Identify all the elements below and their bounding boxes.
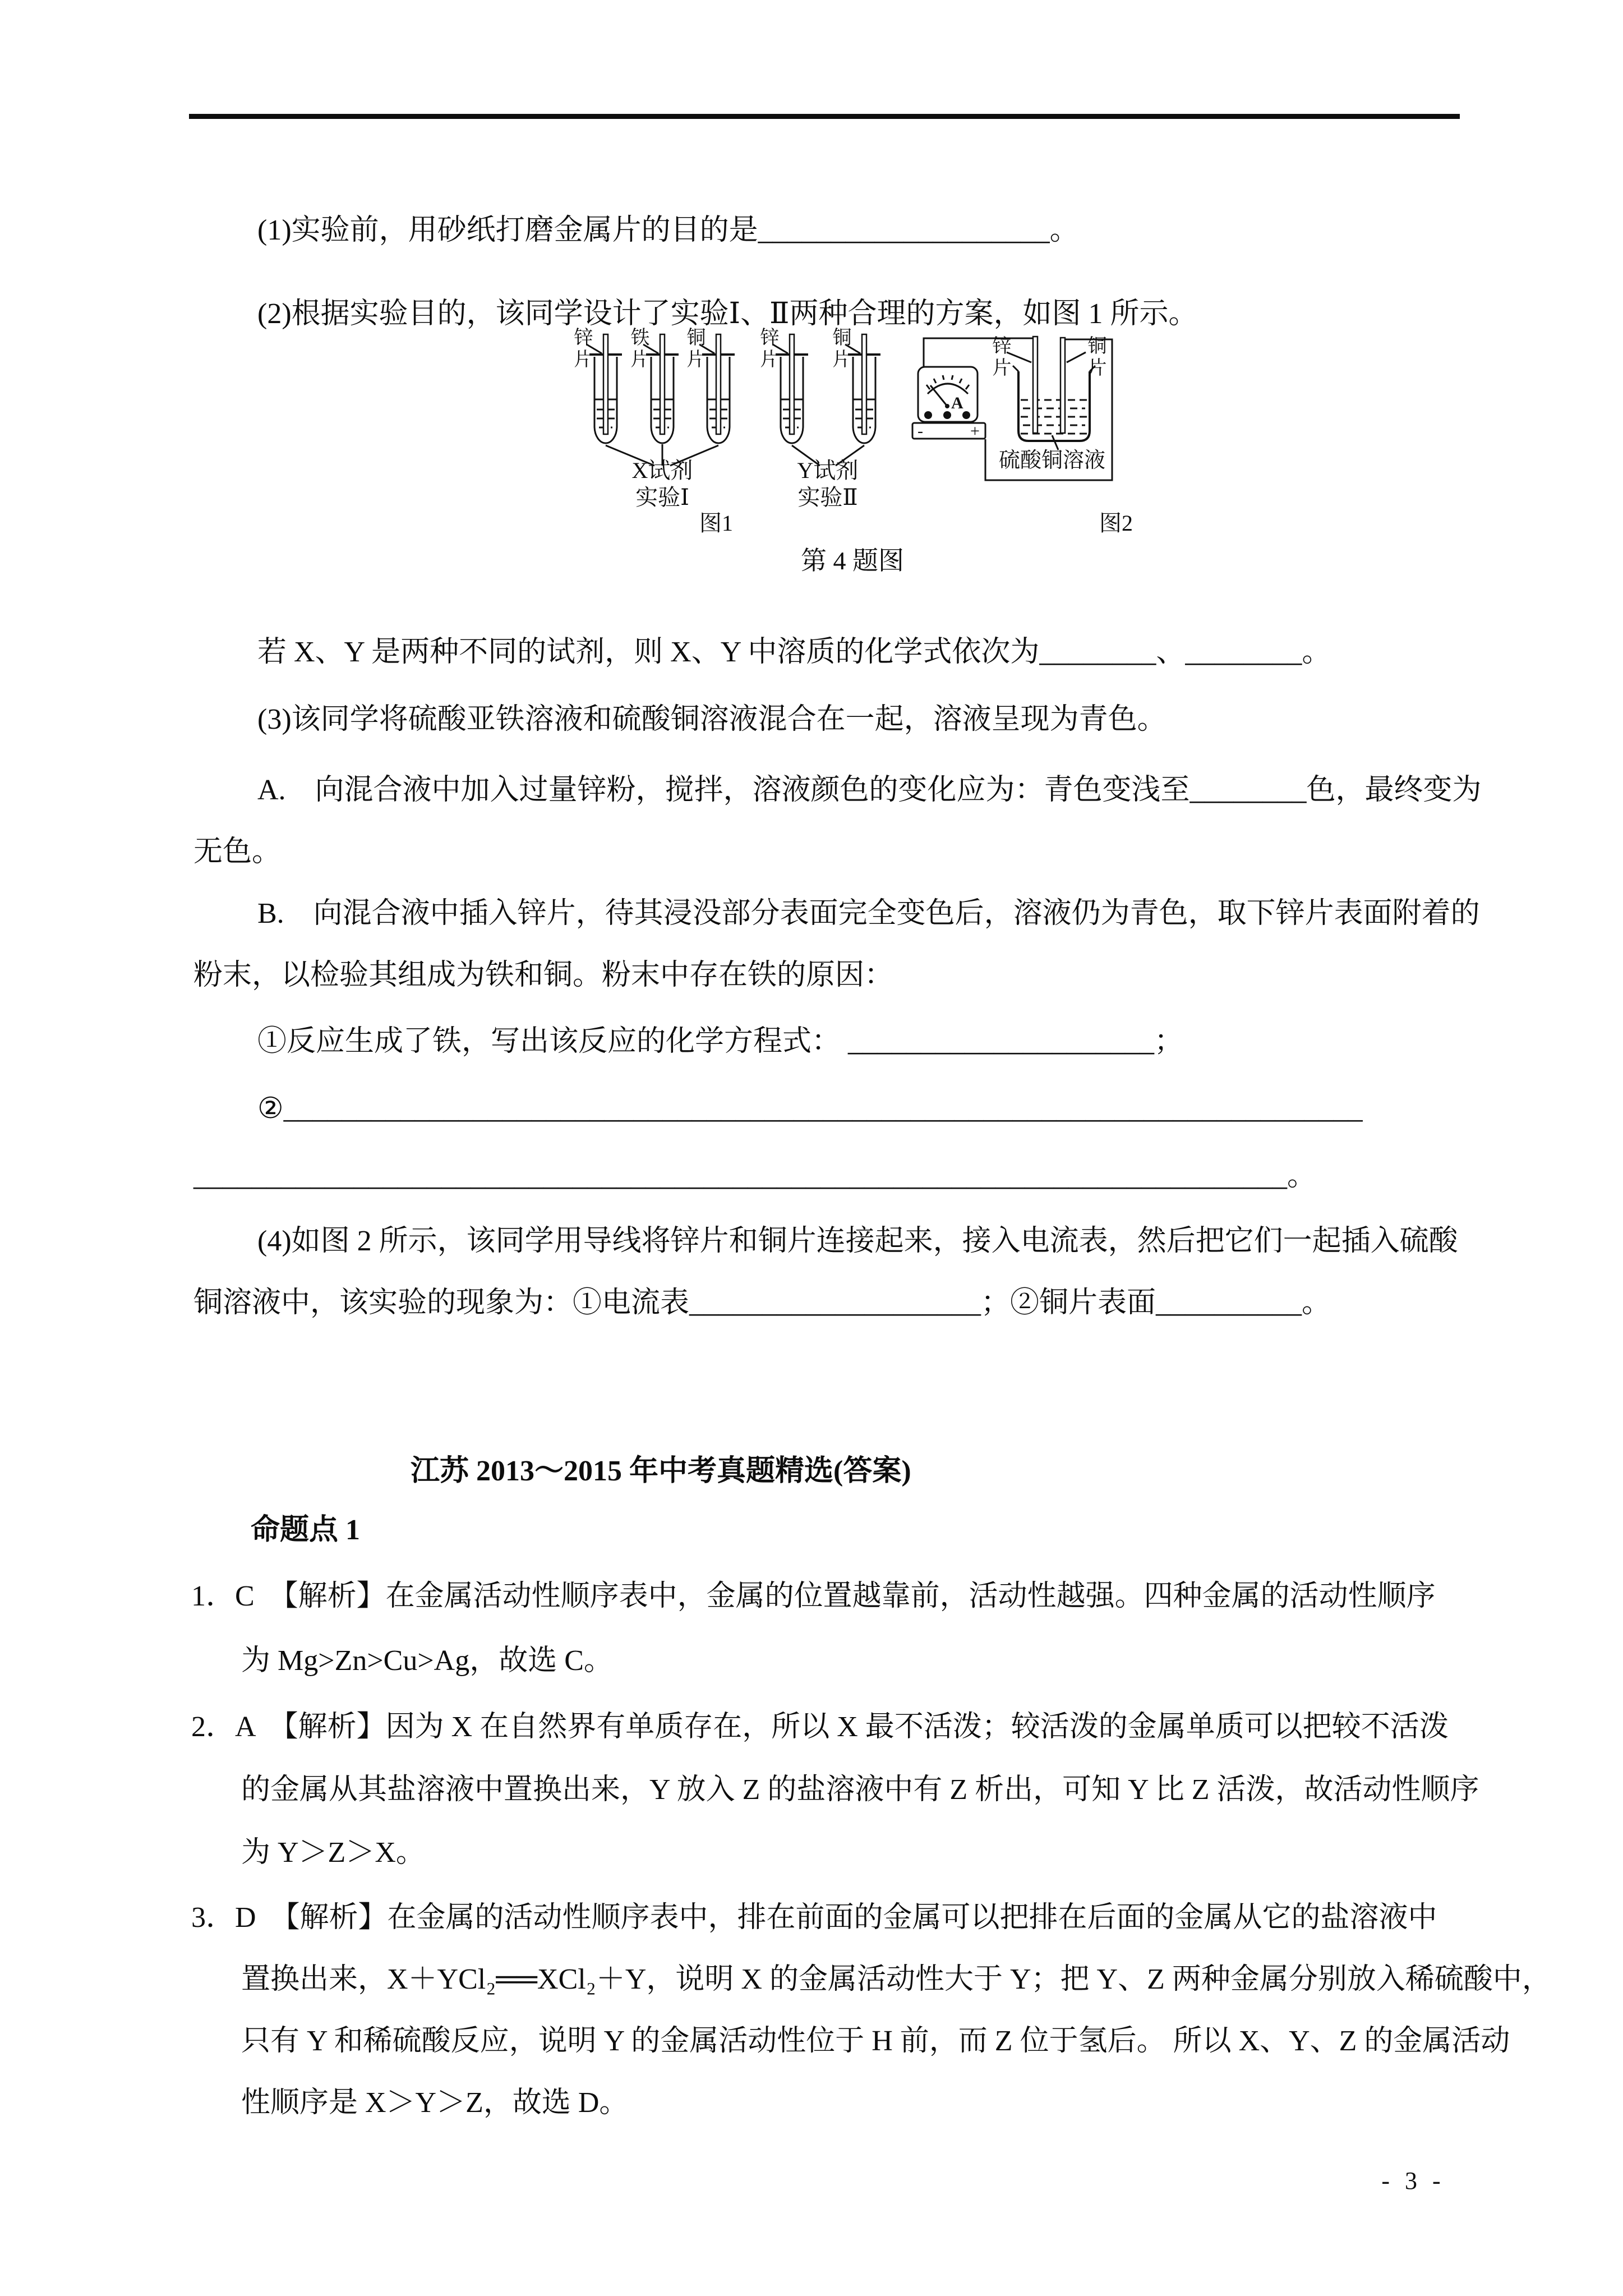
header-rule (189, 114, 1460, 119)
experiment-label-2: 实验Ⅱ (797, 485, 858, 510)
wire (924, 338, 1033, 367)
ammeter-letter: A (951, 394, 963, 412)
reagent-label-x: X试剂 (631, 458, 693, 483)
answer-line: 的金属从其盐溶液中置换出来，Y 放入 Z 的盐溶液中有 Z 析出，可知 Y 比 Z 活泼，故活动性顺序 (241, 1774, 1479, 1806)
metal-strip (790, 334, 794, 434)
answer-section-heading: 江苏 2013～2015 年中考真题精选(答案) (411, 1455, 911, 1487)
copper-strip (1061, 338, 1065, 433)
experiment-label-1: 实验Ⅰ (635, 485, 689, 510)
minus-terminal: - (917, 422, 923, 440)
tube-label: 锌片 (571, 327, 592, 371)
zinc-strip-label: 锌片 (989, 335, 1010, 379)
answer-subheading: 命题点 1 (251, 1514, 361, 1546)
zinc-strip (1033, 337, 1038, 433)
question-line: 无色。 (193, 836, 282, 868)
fig1-caption: 图1 (699, 510, 733, 536)
question-line: (3)该同学将硫酸亚铁溶液和硫酸铜溶液混合在一起，溶液呈现为青色。 (257, 703, 1166, 735)
copper-strip-label: 铜片 (1085, 335, 1105, 379)
answer-line: 3．D 【解析】在金属的活动性顺序表中，排在前面的金属可以把排在后面的金属从它的盐溶液中 (191, 1902, 1437, 1934)
question-line: ___________________________________________________________________________。 (193, 1160, 1316, 1192)
page-number: - 3 - (1381, 2167, 1445, 2194)
question-line: 铜溶液中，该实验的现象为：①电流表____________________；②铜片表面__________。 (193, 1287, 1331, 1319)
answer-line: 为 Mg>Zn>Cu>Ag，故选 C。 (241, 1645, 613, 1677)
question-line: B. 向混合液中插入锌片，待其浸没部分表面完全变色后，溶液仍为青色，取下锌片表面附着的 (257, 898, 1480, 930)
metal-strip (603, 334, 608, 434)
question-line: (2)根据实验目的，该同学设计了实验Ⅰ、Ⅱ两种合理的方案，如图 1 所示。 (257, 298, 1198, 330)
metal-strip (716, 334, 721, 434)
reagent-label-y: Y试剂 (797, 458, 859, 483)
answer-line: 只有 Y 和稀硫酸反应，说明 Y 的金属活动性位于 H 前，而 Z 位于氢后。 所以 X、Y、Z 的金属活动 (241, 2025, 1510, 2057)
question-line: ②__________________________________________________________________________ (257, 1093, 1363, 1125)
figure-caption: 第 4 题图 (801, 546, 904, 575)
question-line: (1)实验前，用砂纸打磨金属片的目的是____________________。 (257, 214, 1079, 246)
metal-strip (862, 334, 866, 434)
answer-line: 性顺序是 X＞Y＞Z，故选 D。 (241, 2087, 629, 2119)
question-line: 粉末，以检验其组成为铁和铜。粉末中存在铁的原因： (193, 959, 894, 991)
tube-label: 铁片 (628, 327, 648, 371)
metal-strip (660, 334, 665, 434)
question-line: ①反应生成了铁，写出该反应的化学方程式： _____________________； (257, 1025, 1184, 1057)
answer-line: 1．C 【解析】在金属活动性顺序表中，金属的位置越靠前，活动性越强。四种金属的活动性顺序 (191, 1580, 1436, 1612)
ammeter-icon (912, 367, 985, 440)
tube-label: 锌片 (757, 327, 778, 371)
tube-label: 铜片 (684, 327, 704, 371)
answer-line: 2．A 【解析】因为 X 在自然界有单质存在，所以 X 最不活泼；较活泼的金属单质可以把较不活泼 (191, 1711, 1449, 1743)
solution-label: 硫酸铜溶液 (998, 449, 1105, 472)
beaker (1013, 366, 1095, 441)
ammeter-needle (930, 385, 947, 406)
tube-label: 铜片 (829, 327, 850, 371)
question-line: (4)如图 2 所示，该同学用导线将锌片和铜片连接起来，接入电流表，然后把它们一起插入硫酸 (257, 1225, 1458, 1257)
question-line: 若 X、Y 是两种不同的试剂，则 X、Y 中溶质的化学式依次为________、________。 (257, 636, 1331, 668)
fig2-caption: 图2 (1099, 510, 1133, 536)
plus-terminal: + (970, 422, 980, 440)
answer-line: 置换出来，X＋YCl₂══XCl₂＋Y，说明 X 的金属活动性大于 Y；把 Y、Z 两种金属分别放入稀硫酸中， (241, 1963, 1551, 1995)
answer-line: 为 Y＞Z＞X。 (241, 1837, 425, 1869)
question-line: A. 向混合液中加入过量锌粉，搅拌，溶液颜色的变化应为：青色变浅至________色，最终变为 (257, 774, 1482, 806)
